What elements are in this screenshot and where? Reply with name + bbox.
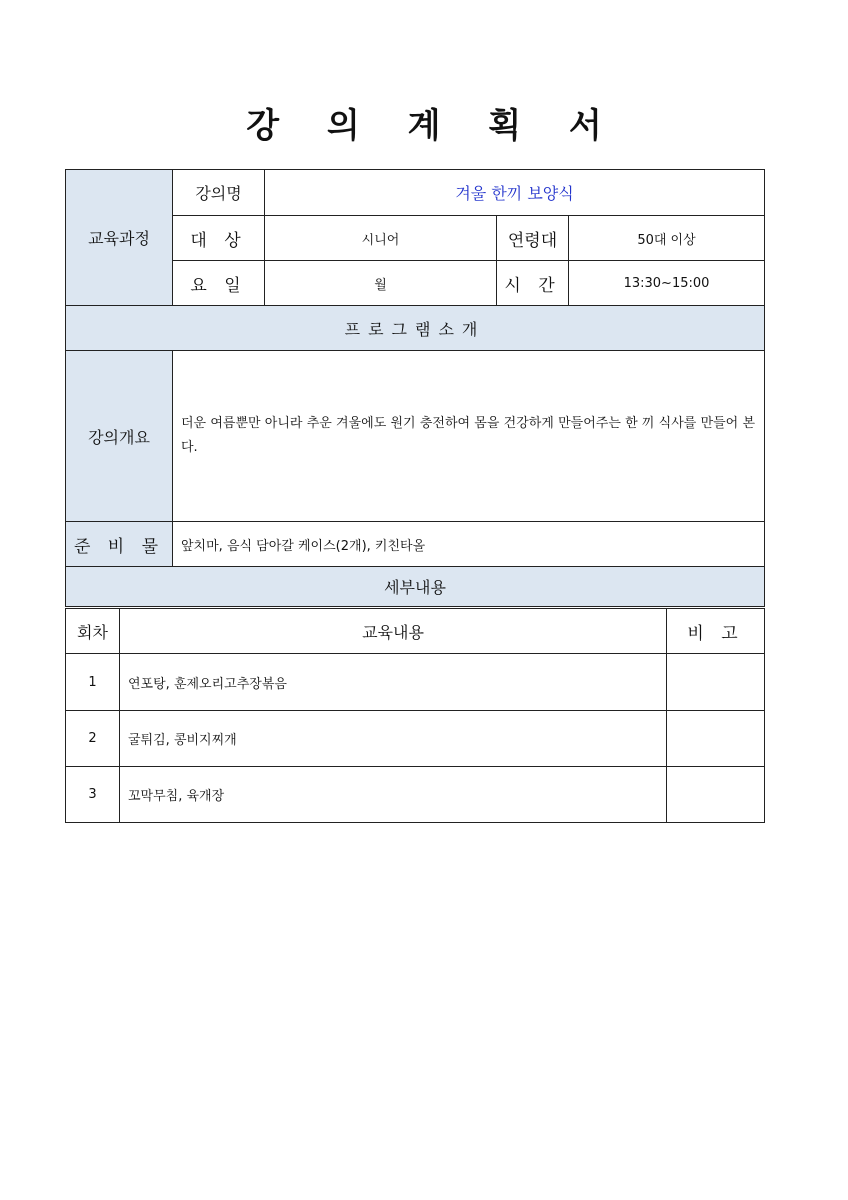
row-content: 연포탕, 훈제오리고추장볶음 <box>120 654 667 711</box>
table-row <box>66 711 765 767</box>
supplies-label: 준 비 물 <box>66 522 173 567</box>
row-content: 꼬막무침, 육개장 <box>120 767 667 823</box>
overview-text: 더운 여름뿐만 아니라 추운 겨울에도 원기 충전하여 몸을 건강하게 만들어주는 한 끼 식사를 만들어 본다. <box>173 351 765 522</box>
table-row <box>66 767 765 823</box>
row-note <box>667 654 765 711</box>
target-label: 대 상 <box>173 216 265 261</box>
row-note <box>667 711 765 767</box>
supplies-text: 앞치마, 음식 담아갈 케이스(2개), 키친타올 <box>173 522 765 567</box>
details-table <box>65 608 765 823</box>
day-label: 요 일 <box>173 261 265 306</box>
overview-label: 강의개요 <box>66 351 173 522</box>
course-label: 교육과정 <box>66 170 173 306</box>
col-header-content: 교육내용 <box>120 609 667 654</box>
page-title: 강 의 계 획 서 <box>246 106 620 146</box>
course-name-value: 겨울 한끼 보양식 <box>265 170 765 216</box>
course-plan-table <box>65 169 765 607</box>
row-number: 2 <box>66 711 120 767</box>
age-value: 50대 이상 <box>569 216 765 261</box>
day-value: 월 <box>265 261 497 306</box>
row-note <box>667 767 765 823</box>
age-label: 연령대 <box>497 216 569 261</box>
program-intro-heading: 프로그램소개 <box>66 306 765 351</box>
target-value: 시니어 <box>265 216 497 261</box>
details-heading: 세부내용 <box>66 567 765 607</box>
row-content: 굴튀김, 콩비지찌개 <box>120 711 667 767</box>
col-header-round: 회차 <box>66 609 120 654</box>
row-number: 1 <box>66 654 120 711</box>
time-label: 시 간 <box>497 261 569 306</box>
time-value: 13:30~15:00 <box>569 261 765 306</box>
col-header-note: 비 고 <box>667 609 765 654</box>
row-number: 3 <box>66 767 120 823</box>
course-name-label: 강의명 <box>173 170 265 216</box>
table-row <box>66 654 765 711</box>
